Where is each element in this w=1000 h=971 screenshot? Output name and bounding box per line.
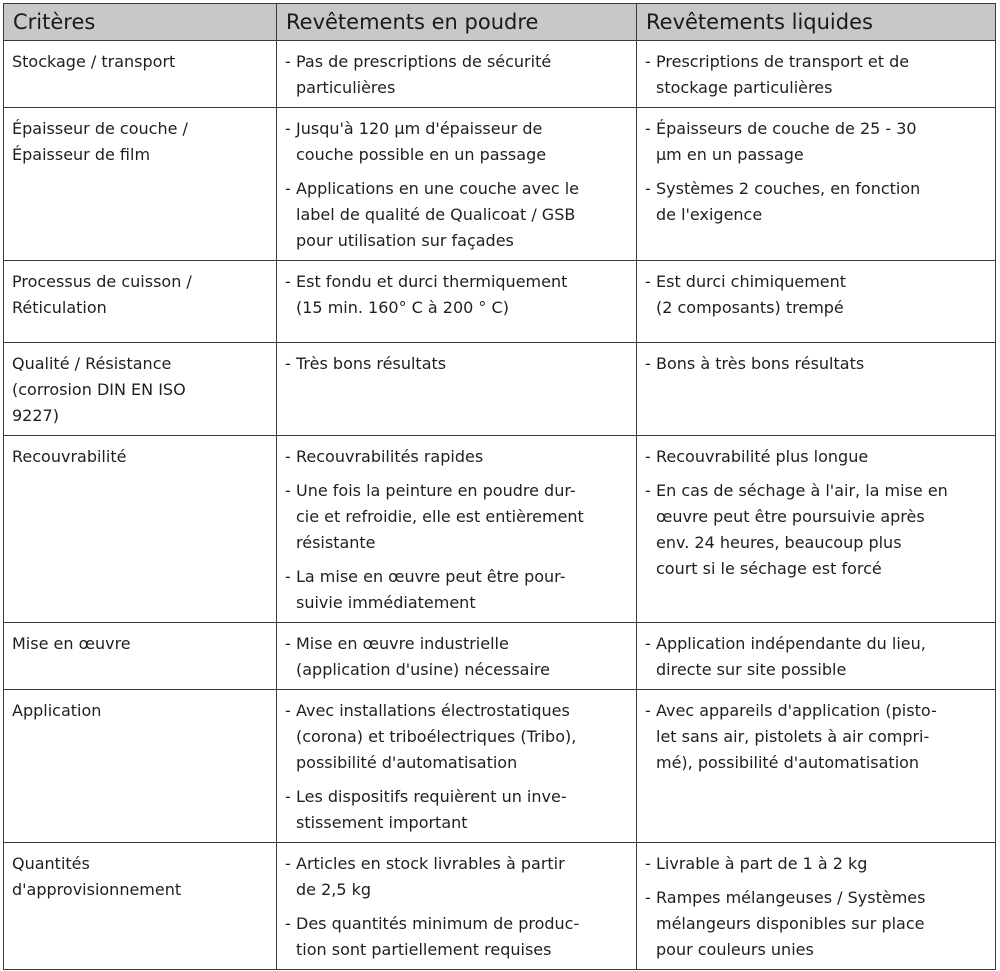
table-row: [4, 108, 996, 261]
bullet-item: [285, 851, 626, 903]
bullet-item: [285, 911, 626, 963]
table-row: [4, 343, 996, 436]
bullet-line: (corona) et triboélectriques (Tribo),: [296, 727, 577, 746]
bullet-line: particulières: [296, 78, 396, 97]
bullet-line: cie et refroidie, elle est entièrement: [296, 507, 584, 526]
bullet-item: [285, 49, 626, 101]
bullet-item: [285, 444, 626, 470]
bullet-item: [285, 176, 626, 254]
bullet-line: couche possible en un passage: [296, 145, 547, 164]
criterion-cell: [4, 41, 277, 108]
liquid-cell: [637, 843, 996, 970]
powder-cell: [277, 343, 637, 436]
bullet-line: - Est fondu et durci thermiquement: [296, 272, 568, 291]
criterion-cell: [4, 261, 277, 343]
bullet-line: - Recouvrabilités rapides: [296, 447, 484, 466]
bullet-line: - Application indépendante du lieu,: [656, 634, 926, 653]
bullet-item: [285, 269, 626, 321]
bullet-line: - Livrable à part de 1 à 2 kg: [656, 854, 868, 873]
bullet-line: mé), possibilité d'automatisation: [656, 753, 920, 772]
bullet-line: mélangeurs disponibles sur place: [656, 914, 925, 933]
table-row: [4, 623, 996, 690]
criterion-cell: [4, 343, 277, 436]
criterion-line: Stockage / transport: [12, 52, 176, 71]
criterion-line: Processus de cuisson /: [12, 272, 192, 291]
bullet-line: - Rampes mélangeuses / Systèmes: [656, 888, 926, 907]
powder-cell: [277, 690, 637, 843]
bullet-item: [285, 631, 626, 683]
bullet-item: [645, 269, 985, 321]
bullet-item: [645, 478, 985, 582]
comparison-table: [3, 3, 996, 970]
liquid-cell: [637, 690, 996, 843]
bullet-item: [285, 478, 626, 556]
powder-cell: [277, 623, 637, 690]
bullet-item: [645, 49, 985, 101]
bullet-line: - En cas de séchage à l'air, la mise en: [656, 481, 948, 500]
criterion-line: Épaisseur de film: [12, 145, 151, 164]
bullet-item: [285, 698, 626, 776]
header-powder-coatings: Revêtements en poudre: [277, 4, 637, 41]
liquid-cell: [637, 41, 996, 108]
table-row: [4, 261, 996, 343]
bullet-line: - Recouvrabilité plus longue: [656, 447, 869, 466]
powder-cell: [277, 843, 637, 970]
bullet-line: - Applications en une couche avec le: [296, 179, 579, 198]
bullet-line: - Des quantités minimum de produc-: [296, 914, 580, 933]
bullet-line: tion sont partiellement requises: [296, 940, 552, 959]
powder-cell: [277, 108, 637, 261]
bullet-line: (application d'usine) nécessaire: [296, 660, 550, 679]
liquid-cell: [637, 436, 996, 623]
bullet-line: - Les dispositifs requièrent un inve-: [296, 787, 567, 806]
bullet-line: œuvre peut être poursuivie après: [656, 507, 925, 526]
bullet-item: [645, 698, 985, 776]
criterion-line: Quantités: [12, 854, 90, 873]
criterion-cell: [4, 436, 277, 623]
bullet-line: - Prescriptions de transport et de: [656, 52, 910, 71]
liquid-cell: [637, 261, 996, 343]
bullet-line: (2 composants) trempé: [656, 298, 844, 317]
criterion-line: Réticulation: [12, 298, 107, 317]
bullet-line: pour utilisation sur façades: [296, 231, 514, 250]
table-row: [4, 436, 996, 623]
bullet-line: let sans air, pistolets à air compri-: [656, 727, 930, 746]
bullet-line: de 2,5 kg: [296, 880, 372, 899]
table-body: [4, 41, 996, 970]
bullet-item: [645, 851, 985, 877]
bullet-line: - Jusqu'à 120 µm d'épaisseur de: [296, 119, 543, 138]
bullet-line: - Mise en œuvre industrielle: [296, 634, 509, 653]
powder-cell: [277, 41, 637, 108]
bullet-item: [645, 885, 985, 963]
bullet-line: - Est durci chimiquement: [656, 272, 847, 291]
bullet-item: [645, 116, 985, 168]
bullet-line: label de qualité de Qualicoat / GSB: [296, 205, 576, 224]
bullet-line: - Avec installations électrostatiques: [296, 701, 570, 720]
criterion-cell: [4, 108, 277, 261]
header-liquid-coatings: Revêtements liquides: [637, 4, 996, 41]
liquid-cell: [637, 108, 996, 261]
bullet-line: court si le séchage est forcé: [656, 559, 882, 578]
bullet-line: pour couleurs unies: [656, 940, 814, 959]
criterion-line: Application: [12, 701, 102, 720]
criterion-cell: [4, 690, 277, 843]
table-row: [4, 690, 996, 843]
bullet-line: - Épaisseurs de couche de 25 - 30: [656, 119, 917, 138]
powder-cell: [277, 436, 637, 623]
criterion-line: (corrosion DIN EN ISO: [12, 380, 186, 399]
bullet-line: - Une fois la peinture en poudre dur-: [296, 481, 576, 500]
bullet-line: résistante: [296, 533, 376, 552]
table-row: [4, 41, 996, 108]
criterion-line: Qualité / Résistance: [12, 354, 172, 373]
bullet-item: [645, 176, 985, 228]
bullet-line: de l'exigence: [656, 205, 763, 224]
bullet-line: - Très bons résultats: [296, 354, 447, 373]
bullet-item: [285, 784, 626, 836]
criterion-line: 9227): [12, 406, 59, 425]
bullet-line: env. 24 heures, beaucoup plus: [656, 533, 902, 552]
bullet-line: possibilité d'automatisation: [296, 753, 518, 772]
criterion-line: Mise en œuvre: [12, 634, 131, 653]
bullet-line: - Articles en stock livrables à partir: [296, 854, 565, 873]
table-row: [4, 843, 996, 970]
bullet-item: [645, 351, 985, 377]
bullet-line: - La mise en œuvre peut être pour-: [296, 567, 566, 586]
bullet-item: [285, 116, 626, 168]
bullet-line: - Avec appareils d'application (pisto-: [656, 701, 937, 720]
criterion-line: d'approvisionnement: [12, 880, 182, 899]
powder-cell: [277, 261, 637, 343]
bullet-item: [645, 631, 985, 683]
bullet-line: - Systèmes 2 couches, en fonction: [656, 179, 921, 198]
bullet-item: [285, 564, 626, 616]
bullet-line: stockage particulières: [656, 78, 833, 97]
header-criteria: Critères: [4, 4, 277, 41]
header-row: [4, 4, 996, 41]
bullet-line: (15 min. 160° C à 200 ° C): [296, 298, 509, 317]
bullet-item: [645, 444, 985, 470]
liquid-cell: [637, 343, 996, 436]
criterion-line: Épaisseur de couche /: [12, 119, 188, 138]
bullet-item: [285, 351, 626, 377]
bullet-line: suivie immédiatement: [296, 593, 476, 612]
criterion-cell: [4, 623, 277, 690]
bullet-line: µm en un passage: [656, 145, 804, 164]
bullet-line: directe sur site possible: [656, 660, 847, 679]
criterion-line: Recouvrabilité: [12, 447, 127, 466]
bullet-line: - Pas de prescriptions de sécurité: [296, 52, 552, 71]
liquid-cell: [637, 623, 996, 690]
bullet-line: - Bons à très bons résultats: [656, 354, 865, 373]
criterion-cell: [4, 843, 277, 970]
bullet-line: stissement important: [296, 813, 468, 832]
